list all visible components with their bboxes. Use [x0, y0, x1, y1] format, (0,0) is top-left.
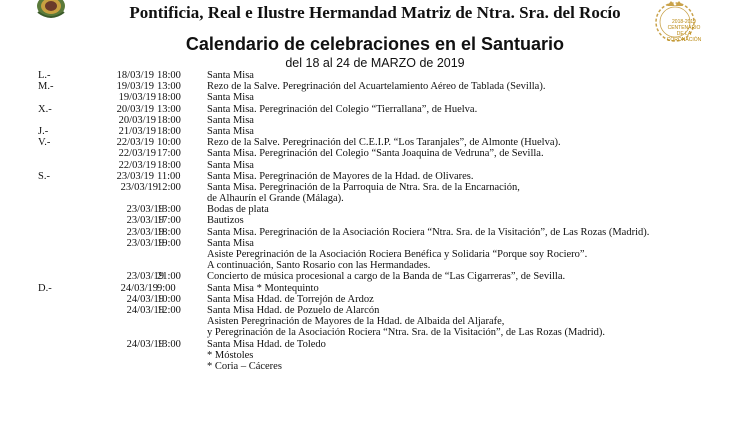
schedule-row — [0, 305, 750, 316]
date-cell: 22/03/19 — [118, 159, 156, 171]
date-cell: 24/03/19 — [126, 338, 164, 350]
date-cell: 22/03/19 — [118, 148, 156, 160]
day-label: D.- — [38, 282, 52, 294]
date-cell: 20/03/19 — [116, 103, 154, 115]
brotherhood-title: Pontificia, Real e Ilustre Hermandad Matriz de Ntra. Sra. del Rocío — [129, 3, 621, 22]
schedule-row — [0, 350, 750, 361]
schedule-row — [0, 339, 750, 350]
time-cell: 18:00 — [157, 70, 181, 81]
description-cell: A continuación, Santo Rosario con las Hermandades. — [207, 260, 431, 272]
time-cell: 9:00 — [157, 282, 176, 294]
schedule-list — [0, 70, 750, 372]
date-cell: 23/03/19 — [116, 170, 154, 182]
time-cell: 19:00 — [157, 237, 181, 249]
date-cell: 24/03/19 — [120, 282, 158, 294]
description-cell: Santa Misa — [207, 125, 254, 137]
date-cell: 23/03/19 — [126, 237, 164, 249]
description-cell: Santa Misa * Montequinto — [207, 282, 319, 294]
schedule-row — [0, 115, 750, 126]
description-cell: Rezo de la Salve. Peregrinación del Acuartelamiento Aéreo de Tablada (Sevilla). — [207, 81, 546, 93]
schedule-row — [0, 316, 750, 327]
description-cell: Santa Misa — [207, 159, 254, 171]
schedule-row — [0, 171, 750, 182]
date-cell: 18/03/19 — [116, 70, 154, 81]
date-cell: 19/03/19 — [118, 92, 156, 104]
date-cell: 23/03/19 — [126, 271, 164, 283]
date-cell: 23/03/19 — [120, 181, 158, 193]
description-cell: Asiste Peregrinación de la Asociación Rociera Benéfica y Solidaria “Porque soy Rociero”. — [207, 249, 588, 260]
seal-years: 2018-2019 — [672, 19, 696, 25]
description-cell: Santa Misa Hdad. de Torrejón de Ardoz — [207, 293, 374, 305]
description-cell: * Móstoles — [207, 349, 254, 361]
day-label: M.- — [38, 81, 54, 93]
time-cell: 17:00 — [157, 215, 181, 227]
schedule-row — [0, 104, 750, 115]
schedule-row — [0, 160, 750, 171]
date-cell: 20/03/19 — [118, 114, 156, 126]
seal-caption-text: CENTENARIO DE LA CORONACIÓN — [666, 25, 702, 43]
time-cell: 12:00 — [157, 304, 181, 316]
schedule-row — [0, 193, 750, 204]
schedule-row — [0, 148, 750, 159]
schedule-row — [0, 227, 750, 238]
schedule-row — [0, 283, 750, 294]
date-cell: 19/03/19 — [116, 81, 154, 93]
day-label: L.- — [38, 70, 51, 81]
time-cell: 13:00 — [157, 204, 181, 216]
description-cell: Asisten Peregrinación de Mayores de la Hdad. de Albaida del Aljarafe, — [207, 316, 505, 328]
time-cell: 10:00 — [157, 137, 181, 149]
schedule-row — [0, 137, 750, 148]
time-cell: 13:00 — [157, 103, 181, 115]
time-cell: 18:00 — [157, 159, 181, 171]
date-cell: 24/03/19 — [126, 293, 164, 305]
schedule-row — [0, 327, 750, 338]
description-cell: * Coria – Cáceres — [207, 360, 282, 372]
time-cell: 13:00 — [157, 338, 181, 350]
date-cell: 24/03/19 — [126, 304, 164, 316]
description-cell: Santa Misa — [207, 114, 254, 126]
description-cell: Santa Misa. Peregrinación de la Asociación Rociera “Ntra. Sra. de la Visitación”, de Las Rozas (Madrid). — [207, 226, 650, 238]
date-cell: 23/03/19 — [126, 215, 164, 227]
schedule-row — [0, 215, 750, 226]
description-cell: Bautizos — [207, 215, 244, 227]
time-cell: 12:00 — [157, 181, 181, 193]
description-cell: Santa Misa Hdad. de Toledo — [207, 338, 326, 350]
date-cell: 23/03/19 — [126, 204, 164, 216]
day-label: V.- — [38, 137, 51, 149]
description-cell: Bodas de plata — [207, 204, 269, 216]
description-cell: Santa Misa. Peregrinación de Mayores de la Hdad. de Olivares. — [207, 170, 474, 182]
time-cell: 18:00 — [157, 125, 181, 137]
description-cell: Santa Misa. Peregrinación de la Parroquia de Ntra. Sra. de la Encarnación, — [207, 181, 520, 193]
time-cell: 18:00 — [157, 92, 181, 104]
schedule-row — [0, 92, 750, 103]
description-cell: Santa Misa — [207, 92, 254, 104]
date-range: del 18 al 24 de MARZO de 2019 — [285, 56, 465, 70]
schedule-row — [0, 260, 750, 271]
description-cell: Rezo de la Salve. Peregrinación del C.E.I.P. “Los Taranjales”, de Almonte (Huelva). — [207, 137, 561, 149]
description-cell: de Alhaurín el Grande (Málaga). — [207, 193, 344, 205]
date-cell: 22/03/19 — [116, 137, 154, 149]
day-label: J.- — [38, 125, 49, 137]
time-cell: 18:00 — [157, 114, 181, 126]
description-cell: Santa Misa Hdad. de Pozuelo de Alarcón — [207, 304, 380, 316]
description-cell: Santa Misa. Peregrinación del Colegio “Tierrallana”, de Huelva. — [207, 103, 478, 115]
schedule-row — [0, 70, 750, 81]
description-cell: Santa Misa. Peregrinación del Colegio “Santa Joaquina de Vedruna”, de Sevilla. — [207, 148, 544, 160]
schedule-row — [0, 271, 750, 282]
schedule-row — [0, 294, 750, 305]
schedule-row — [0, 204, 750, 215]
calendar-title: Calendario de celebraciones en el Santuario — [185, 34, 565, 54]
schedule-row — [0, 361, 750, 372]
description-cell: Santa Misa — [207, 70, 254, 81]
schedule-row — [0, 249, 750, 260]
time-cell: 11:00 — [157, 170, 181, 182]
time-cell: 10:00 — [157, 293, 181, 305]
time-cell: 21:00 — [157, 271, 181, 283]
date-cell: 23/03/19 — [126, 226, 164, 238]
description-cell: Santa Misa — [207, 237, 254, 249]
schedule-row — [0, 126, 750, 137]
day-label: X.- — [38, 103, 52, 115]
day-label: S.- — [38, 170, 50, 182]
date-cell: 21/03/19 — [118, 125, 156, 137]
time-cell: 17:00 — [157, 148, 181, 160]
time-cell: 18:00 — [157, 226, 181, 238]
description-cell: Concierto de música procesional a cargo de la Banda de “Las Cigarreras”, de Sevilla. — [207, 271, 566, 283]
description-cell: y Peregrinación de la Asociación Rociera “Ntra. Sra. de la Visitación”, de Las Rozas (Madrid). — [207, 327, 606, 339]
schedule-row — [0, 182, 750, 193]
schedule-row — [0, 81, 750, 92]
schedule-row — [0, 238, 750, 249]
time-cell: 13:00 — [157, 81, 181, 93]
